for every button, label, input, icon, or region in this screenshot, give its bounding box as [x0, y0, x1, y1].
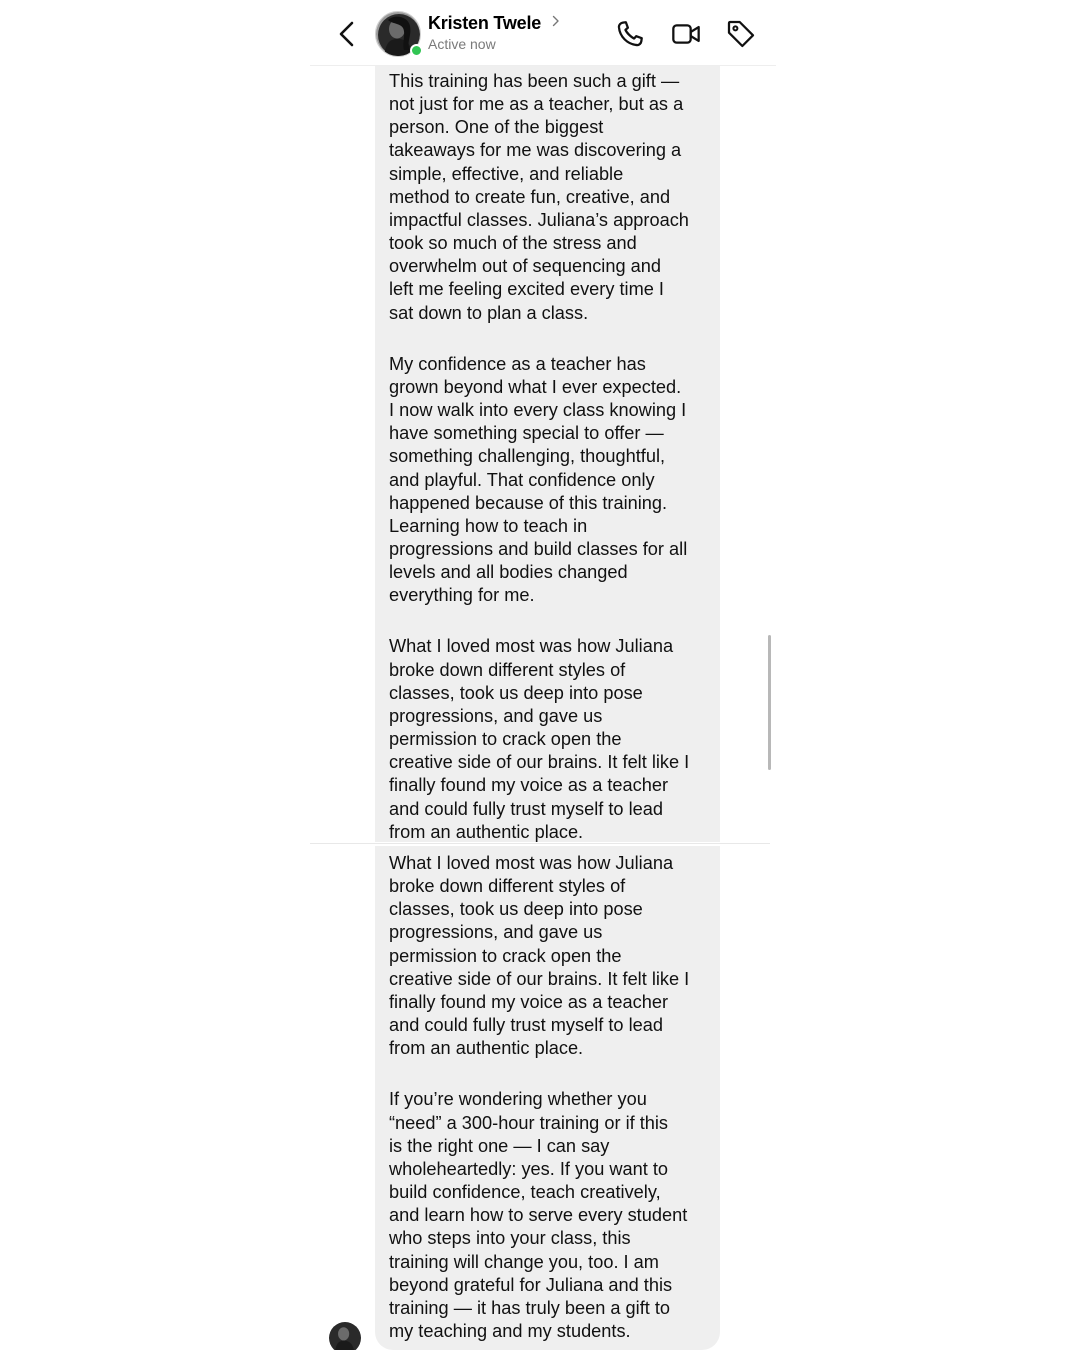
phone-icon — [614, 18, 646, 50]
message-paragraph: What I loved most was how Juliana broke down different styles of classes, took us deep into pose progressions, and gave us permission to crack open the creative side of our brains. It felt like I finally found my voice as a teacher and could fully trust myself to lead from an authentic place. — [389, 636, 690, 842]
contact-info[interactable] — [428, 13, 560, 52]
message-bubble[interactable] — [375, 66, 720, 842]
message-paragraph: What I loved most was how Juliana broke down different styles of classes, took us deep into pose progressions, and gave us permission to crack open the creative side of our brains. It felt like I finally found my voice as a teacher and could fully trust myself to lead from an authentic place. — [389, 853, 690, 1059]
message-paragraph: My confidence as a teacher has grown beyond what I ever expected. I now walk into every class knowing I have something special to offer — something challenging, thoughtful, and playful. That confidence only happened because of this training. Learning how to teach in progressions and build classes for all levels and all bodies changed everything for me. — [389, 353, 688, 606]
video-icon — [670, 18, 702, 50]
back-button[interactable] — [332, 18, 362, 50]
screenshot-divider — [310, 843, 770, 844]
online-status-dot — [410, 44, 423, 57]
label-button[interactable] — [725, 18, 757, 50]
scrollbar[interactable] — [768, 635, 771, 770]
contact-name: Kristen Twele — [428, 13, 542, 33]
chat-header — [310, 0, 776, 66]
audio-call-button[interactable] — [614, 18, 646, 50]
chevron-right-icon — [552, 15, 560, 27]
contact-avatar-button[interactable] — [375, 11, 421, 57]
sender-avatar[interactable] — [329, 1322, 361, 1350]
message-bubble[interactable] — [375, 846, 720, 1350]
tag-icon — [725, 18, 757, 50]
contact-status: Active now — [428, 36, 496, 52]
message-paragraph: This training has been such a gift — not just for me as a teacher, but as a person. One of the biggest takeaways for me was discovering a simple, effective, and reliable method to create fun, creative, and impactful classes. Juliana’s approach took so much of the stress and overwhelm out of sequencing and left me feeling excited every time I sat down to plan a class. — [389, 71, 689, 323]
back-chevron-icon — [332, 18, 362, 50]
message-paragraph: If you’re wondering whether you “need” a 300-hour training or if this is the right one — I can say wholeheartedly: yes. If you want to build confidence, teach creatively, and learn how to serve every student who steps into your class, this training will change you, too. I am beyond grateful for Juliana and this training — it has truly been a gift to my teaching and my students. — [389, 1089, 688, 1341]
video-call-button[interactable] — [670, 18, 702, 50]
